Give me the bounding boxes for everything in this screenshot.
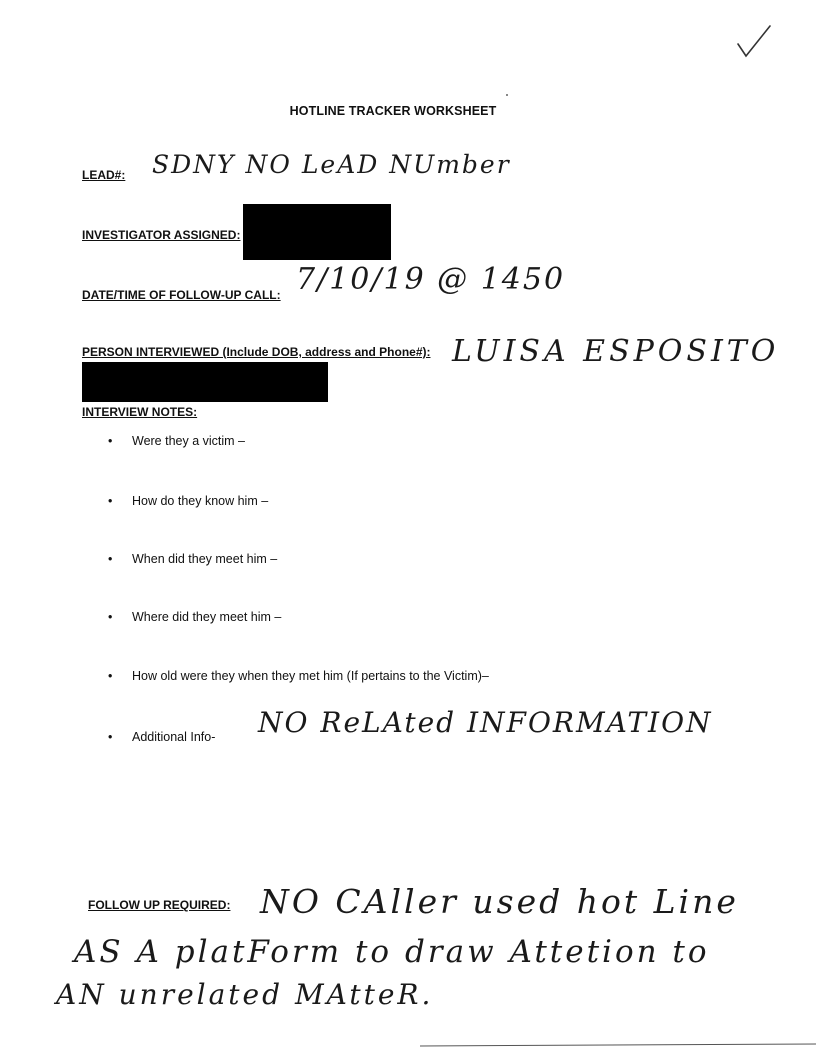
bullet-icon: • <box>108 434 113 448</box>
bullet-when <box>108 552 277 566</box>
date-label: DATE/TIME OF FOLLOW-UP CALL: <box>82 288 281 302</box>
followup-line-2: AS A platForm to draw Attetion to <box>74 934 710 970</box>
person-value: LUISA ESPOSITO <box>452 334 780 369</box>
bullet-additional <box>108 730 215 744</box>
person-redaction <box>82 362 328 402</box>
bullet-age <box>108 669 489 683</box>
bullet-know <box>108 494 268 508</box>
bullet-text: How old were they when they met him (If pertains to the Victim)– <box>132 669 489 683</box>
checkmark-icon <box>734 22 774 62</box>
bullet-icon: • <box>108 730 113 744</box>
bullet-text: How do they know him – <box>132 494 269 508</box>
bullet-victim <box>108 434 245 448</box>
bullet-text: Where did they meet him – <box>132 610 282 624</box>
date-value: 7/10/19 @ 1450 <box>296 262 566 297</box>
lead-value: SDNY NO LeAD NUmber <box>152 150 511 179</box>
form-title: HOTLINE TRACKER WORKSHEET <box>289 104 497 118</box>
interview-notes-label: INTERVIEW NOTES: <box>82 405 198 419</box>
lead-label: LEAD#: <box>82 168 126 182</box>
bullet-text: When did they meet him – <box>132 552 278 566</box>
bullet-text: Additional Info- <box>132 730 216 744</box>
person-label: PERSON INTERVIEWED (Include DOB, address and Phone#): <box>82 345 431 359</box>
investigator-label: INVESTIGATOR ASSIGNED: <box>82 228 241 242</box>
scan-speck <box>506 94 508 96</box>
followup-label: FOLLOW UP REQUIRED: <box>88 898 231 912</box>
scan-line <box>420 1040 816 1050</box>
bullet-icon: • <box>108 552 113 566</box>
bullet-icon: • <box>108 494 113 508</box>
bullet-text: Were they a victim – <box>132 434 246 448</box>
followup-line-3: AN unrelated MAtteR. <box>56 978 434 1011</box>
bullet-where <box>108 610 281 624</box>
investigator-redaction <box>243 204 391 260</box>
bullet-icon: • <box>108 610 113 624</box>
followup-line-1: NO CAller used hot Line <box>260 882 739 921</box>
bullet-icon: • <box>108 669 113 683</box>
additional-value: NO ReLAted INFORMATION <box>258 706 713 739</box>
